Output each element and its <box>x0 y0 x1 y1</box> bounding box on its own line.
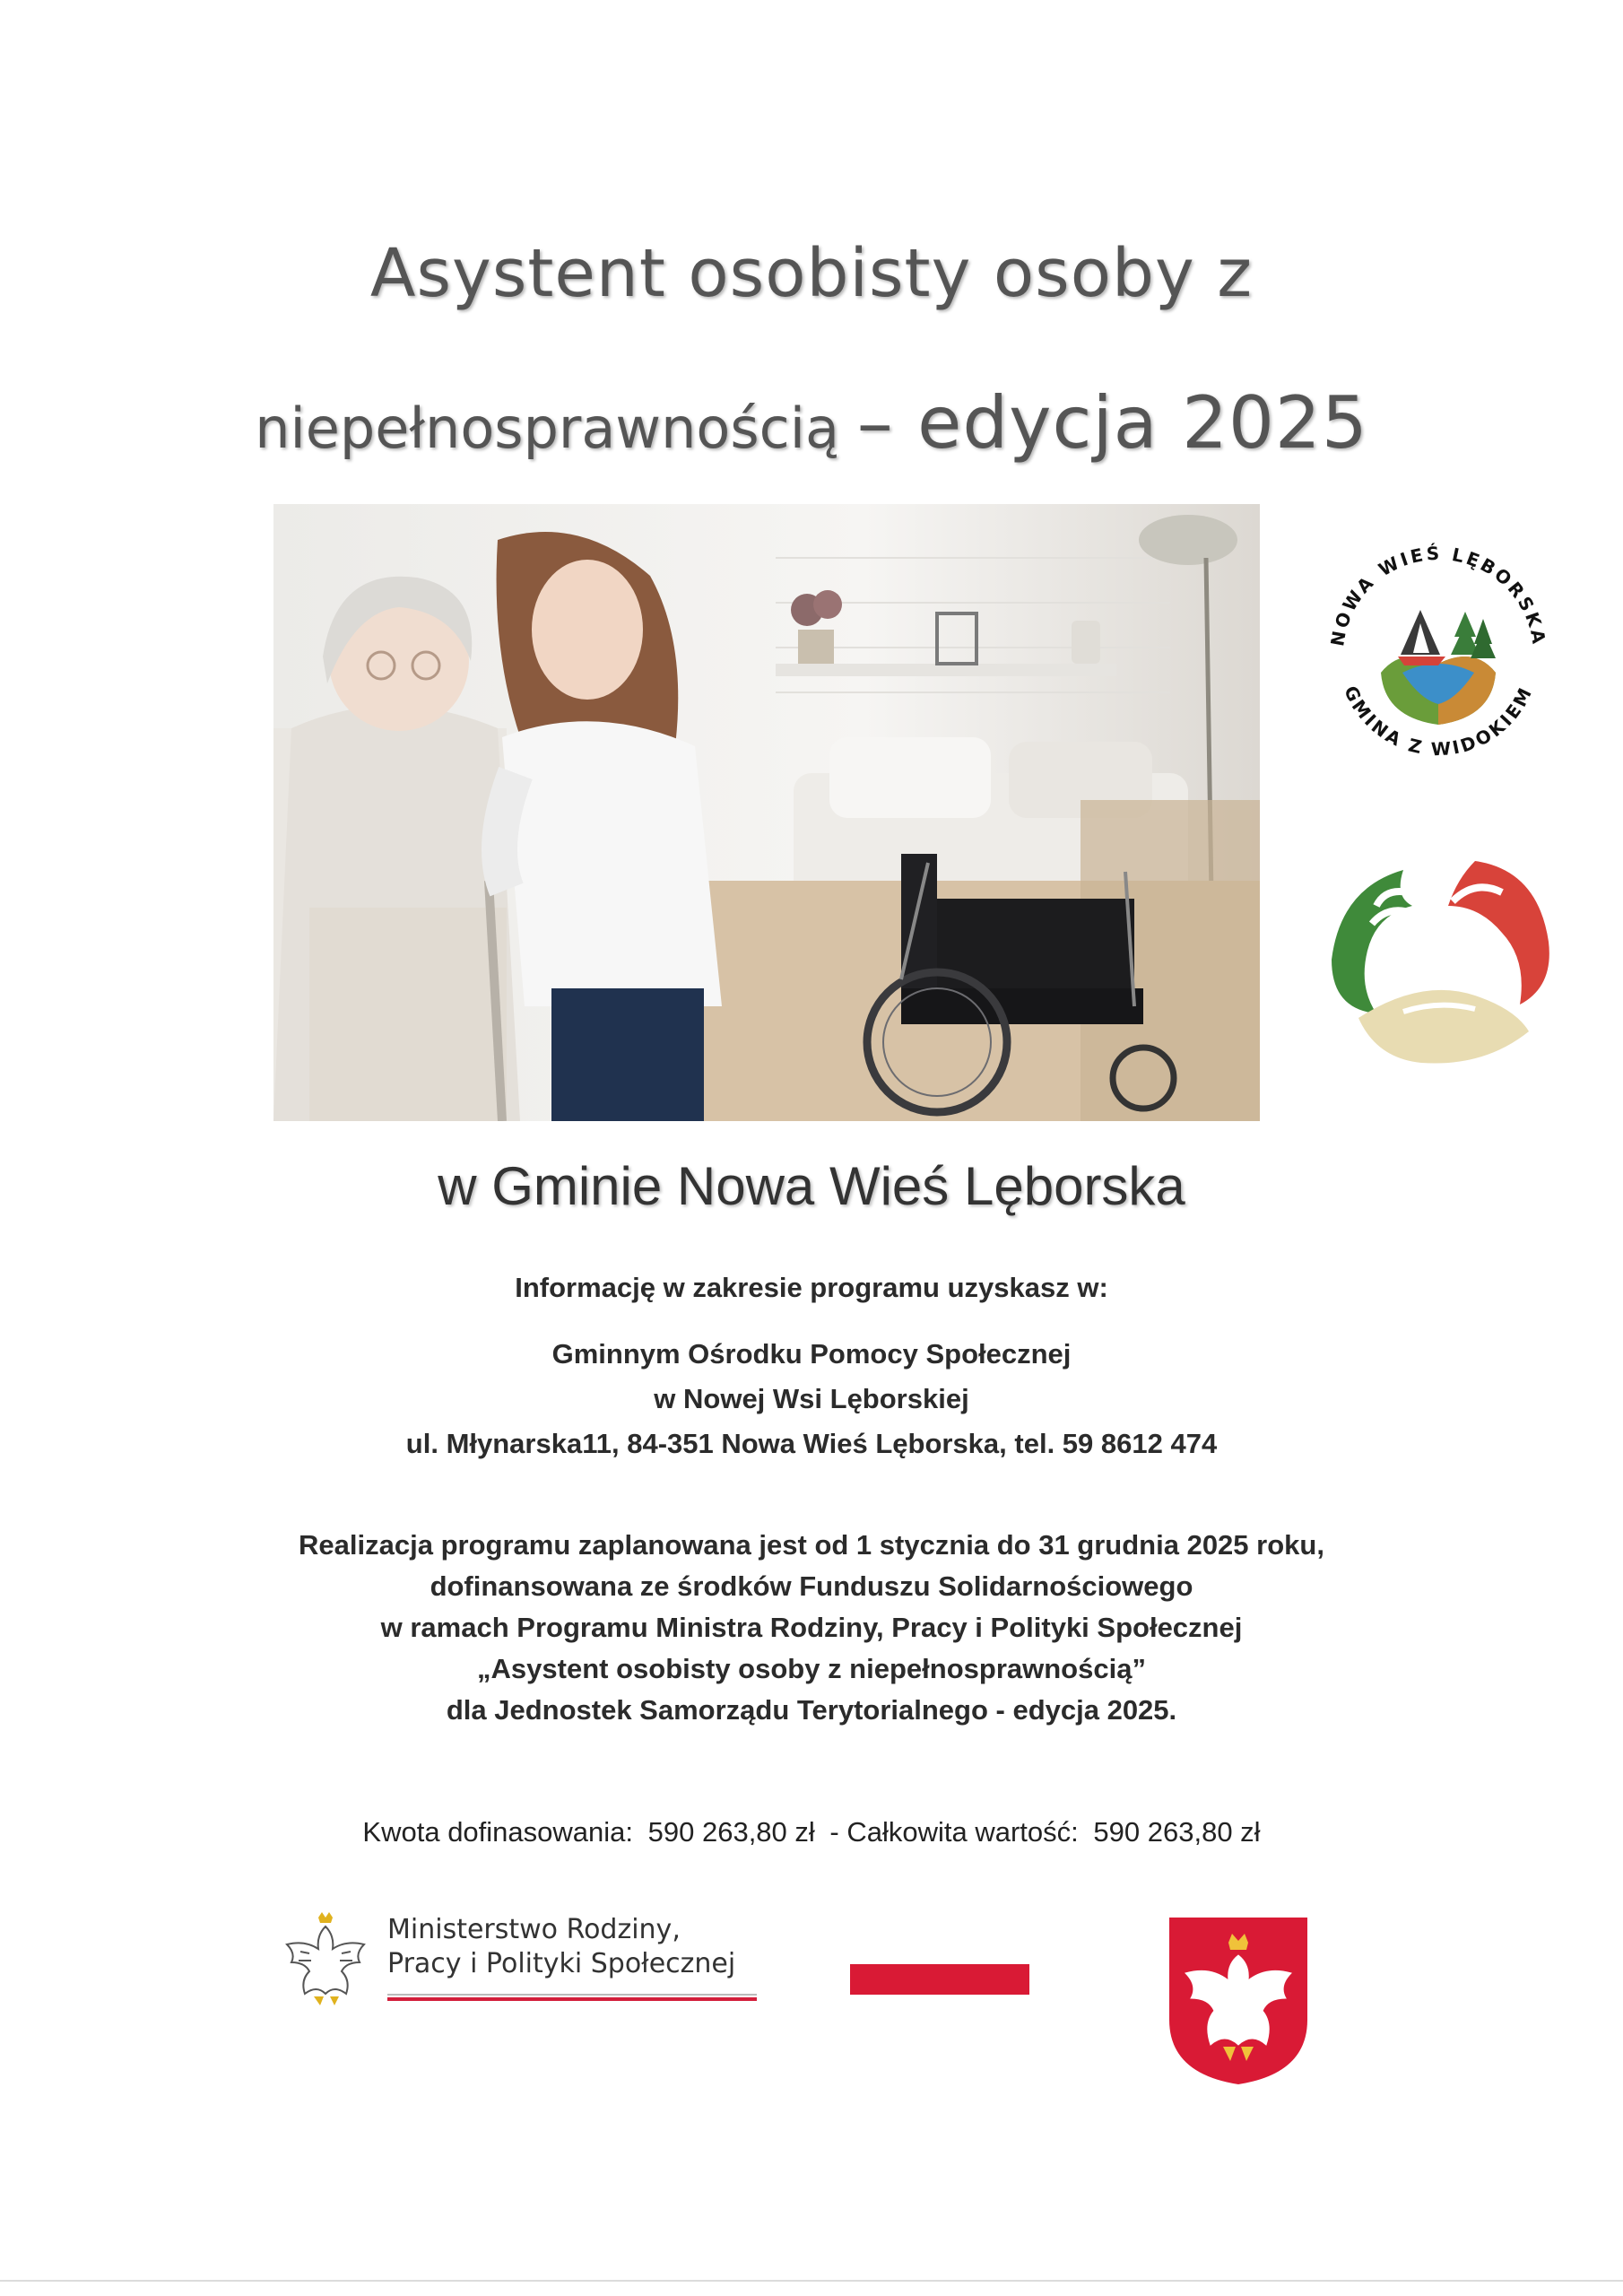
ministry-eagle-icon <box>273 1909 378 2013</box>
photo-illustration <box>273 504 1260 1121</box>
realization-line4: „Asystent osobisty osoby z niepełnosprawnością” <box>477 1653 1146 1684</box>
realization-line3: w ramach Programu Ministra Rodziny, Pracy i Polityki Społecznej <box>380 1612 1243 1643</box>
hands-logo-svg <box>1323 852 1558 1067</box>
amount-label-calkowita: - Całkowita wartość: <box>829 1816 1079 1848</box>
info-org-line1: Gminnym Ośrodku Pomocy Społecznej <box>551 1338 1072 1370</box>
realization-line2: dofinansowana ze środków Funduszu Solidarnościowego <box>430 1570 1193 1602</box>
ministry-name-line1: Ministerstwo Rodziny, <box>387 1914 681 1945</box>
info-org-address: ul. Młynarska11, 84-351 Nowa Wieś Lęborska, tel. 59 8612 474 <box>405 1428 1218 1459</box>
ministry-name-line2: Pracy i Polityki Społecznej <box>387 1948 736 1979</box>
coat-of-arms-svg <box>1164 1912 1313 2088</box>
gmina-logo-bottom-text: GMINA Z WIDOKIEM <box>1340 682 1538 761</box>
info-heading: Informację w zakresie programu uzyskasz w: <box>515 1272 1108 1303</box>
gmina-logo <box>1318 520 1558 789</box>
page-title-line1: Asystent osobisty osoby z <box>369 235 1254 312</box>
hands-logo <box>1323 852 1558 1067</box>
ministry-name <box>387 1913 735 1981</box>
title-edycja: – edycja 2025 <box>856 381 1368 465</box>
gmina-logo-top-text: NOWA WIEŚ LĘBORSKA <box>1326 542 1550 648</box>
ministry-eagle-svg <box>273 1909 378 2013</box>
subtitle-gmina: w Gminie Nowa Wieś Lęborska <box>438 1156 1185 1216</box>
info-org-line2: w Nowej Wsi Lęborskiej <box>654 1383 969 1414</box>
amount-value-dofinansowanie: 590 263,80 zł <box>647 1816 815 1848</box>
amount-value-calkowita: 590 263,80 zł <box>1093 1816 1261 1848</box>
ministry-divider-gray <box>387 1994 757 1996</box>
realization-line5: dla Jednostek Samorządu Terytorialnego - edycja 2025. <box>446 1694 1177 1726</box>
amount-label-dofinansowanie: Kwota dofinasowania: <box>362 1816 634 1848</box>
realization-line1: Realizacja programu zaplanowana jest od 1 stycznia do 31 grudnia 2025 roku, <box>299 1529 1324 1561</box>
title-niepelnosprawnoscia: niepełnosprawnością <box>255 396 839 461</box>
info-organization <box>0 1332 1623 1466</box>
gmina-logo-svg <box>1318 520 1558 789</box>
page-title-line2 <box>0 381 1623 465</box>
polish-flag-stripe <box>850 1964 1029 1995</box>
ministry-divider-red <box>387 1997 757 2001</box>
scan-bottom-edge <box>0 2280 1623 2282</box>
funding-amount <box>0 1816 1623 1848</box>
photo-caregiver-with-senior <box>273 504 1260 1121</box>
polish-coat-of-arms-icon <box>1164 1912 1313 2088</box>
realization-info <box>0 1525 1623 1731</box>
